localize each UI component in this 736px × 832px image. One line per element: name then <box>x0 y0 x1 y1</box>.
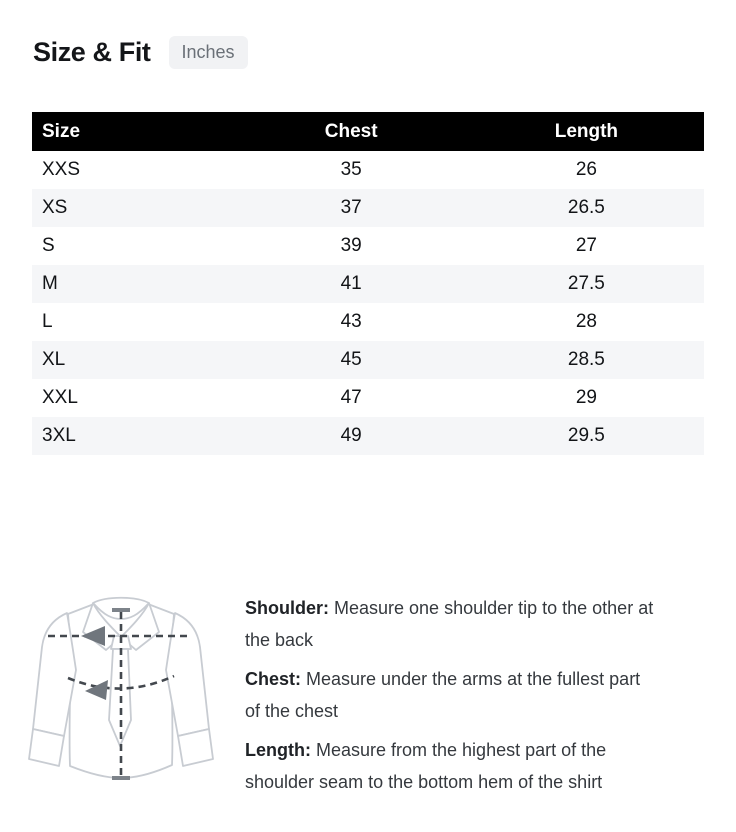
column-header-size: Size <box>32 112 234 151</box>
chest-cell: 43 <box>340 311 362 332</box>
table-row <box>32 227 704 265</box>
length-cell: 29 <box>575 387 597 408</box>
size-table-header-row <box>32 112 704 151</box>
measurement-label: Length: <box>245 740 311 760</box>
chest-cell: 37 <box>340 197 362 218</box>
size-cell: M <box>42 273 58 294</box>
table-row <box>32 151 704 189</box>
length-cell: 26 <box>575 159 597 180</box>
chest-cell: 45 <box>340 349 362 370</box>
chest-cell: 49 <box>340 425 362 446</box>
unit-badge: Inches <box>169 36 248 69</box>
length-cell: 27 <box>575 235 597 256</box>
size-cell: XS <box>42 197 68 218</box>
measurement-label: Shoulder: <box>245 598 329 618</box>
shirt-measurement-diagram <box>28 590 218 810</box>
chest-cell: 35 <box>340 159 362 180</box>
page-title: Size & Fit <box>33 37 151 67</box>
table-row <box>32 341 704 379</box>
length-cell: 28.5 <box>567 349 605 370</box>
measurement-instruction: Chest: Measure under the arms at the fullest part of the chest <box>245 669 641 721</box>
section-header <box>33 36 248 69</box>
length-cell: 28 <box>575 311 597 332</box>
size-cell: 3XL <box>42 425 76 446</box>
table-row <box>32 303 704 341</box>
chest-cell: 41 <box>340 273 362 294</box>
size-cell: L <box>42 311 53 332</box>
measurement-label: Chest: <box>245 669 302 689</box>
size-cell: XXS <box>42 159 81 180</box>
length-cell: 26.5 <box>567 197 605 218</box>
shirt-collar-band <box>93 598 149 603</box>
length-cell: 27.5 <box>567 273 605 294</box>
table-row <box>32 265 704 303</box>
length-cell: 29.5 <box>567 425 605 446</box>
table-row <box>32 417 704 455</box>
size-cell: S <box>42 235 55 256</box>
measurement-guide <box>28 590 657 810</box>
table-row <box>32 379 704 417</box>
size-table <box>32 112 704 455</box>
chest-cell: 47 <box>340 387 362 408</box>
size-cell: XXL <box>42 387 78 408</box>
column-header-length: Length <box>469 112 704 151</box>
size-table-body <box>32 151 704 455</box>
size-cell: XL <box>42 349 66 370</box>
measurement-instruction: Shoulder: Measure one shoulder tip to the other at the back <box>245 598 654 650</box>
measurement-instructions <box>245 590 657 805</box>
shirt-right-cuff <box>178 729 213 766</box>
chest-cell: 39 <box>340 235 362 256</box>
column-header-chest: Chest <box>234 112 469 151</box>
measurement-instruction: Length: Measure from the highest part of the shoulder seam to the bottom hem of the shirt <box>245 740 607 792</box>
table-row <box>32 189 704 227</box>
shirt-left-cuff <box>29 729 64 766</box>
